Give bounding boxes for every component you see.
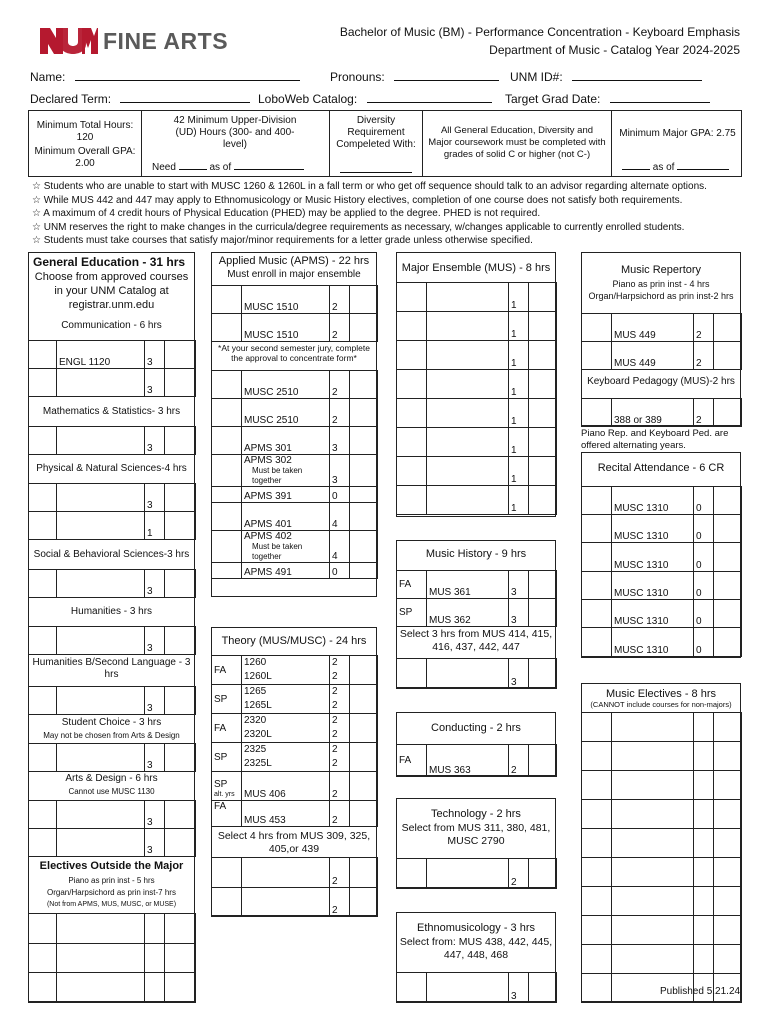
music-electives-sub: (CANNOT include courses for non-majors)	[590, 700, 732, 709]
humb-header: Humanities B/Second Language - 3 hrs	[32, 657, 191, 680]
table-cell: 3	[145, 369, 165, 397]
applied-table-1	[211, 285, 378, 342]
ethno-title: Ethnomusicology - 3 hrs	[417, 922, 535, 934]
repertory-title: Music Repertory	[620, 264, 702, 276]
table-cell: 3	[145, 687, 165, 715]
table-cell: APMS 391	[242, 487, 330, 503]
math-header: Mathematics & Statistics- 3 hrs	[42, 406, 181, 417]
table-cell: 2	[332, 758, 338, 769]
theory-table	[211, 655, 378, 827]
table-cell: 3	[145, 829, 165, 857]
table-cell: MUS 453	[242, 801, 330, 827]
target-grad-label: Target Grad Date:	[505, 92, 601, 106]
table-cell: 0	[694, 572, 714, 600]
table-cell: 3	[145, 570, 165, 598]
unm-id-label: UNM ID#:	[510, 70, 563, 84]
repertory-sub1: Piano as prin inst - 4 hrs	[612, 279, 710, 289]
arts-header: Arts & Design - 6 hrs	[65, 773, 158, 784]
table-cell: 2	[694, 342, 714, 370]
table-cell: MUSC 1510	[242, 314, 330, 342]
music-electives-table	[581, 712, 742, 1003]
loboweb-field[interactable]	[367, 102, 492, 103]
table-cell: 0	[694, 600, 714, 628]
note-item: ☆ While MUS 442 and 447 may apply to Ethnomusicology or Music History electives, completion of one course does not satisfy both requirements.	[32, 194, 683, 206]
table-cell: 388 or 389	[612, 399, 694, 427]
target-grad-field[interactable]	[610, 102, 710, 103]
ud-asof-field[interactable]	[234, 169, 304, 170]
table-cell: 0	[694, 515, 714, 543]
table-cell: 1	[509, 283, 529, 312]
min-gpa: Minimum Overall GPA: 2.00	[34, 146, 136, 169]
theory-title: Theory (MUS/MUSC) - 24 hrs	[221, 635, 367, 647]
electives-outside-note2: Organ/Harpsichord as prin inst-7 hrs	[47, 888, 176, 897]
applied-title: Applied Music (APMS) - 22 hrs	[218, 255, 370, 267]
table-cell: MUSC 1510	[242, 286, 330, 314]
pronouns-field[interactable]	[394, 80, 499, 81]
major-asof-label: as of	[652, 162, 675, 173]
jury-note: *At your second semester jury, complete the approval to concentrate form*	[218, 343, 370, 363]
table-cell: 2	[330, 801, 350, 827]
table-cell: MUSC 1310	[612, 600, 694, 628]
table-cell: 2	[330, 371, 350, 399]
technology-table	[396, 858, 557, 889]
technology-sub: Select from MUS 311, 380, 481, MUSC 2790	[401, 822, 551, 847]
table-cell: 1	[145, 512, 165, 540]
table-cell: MUS 362	[427, 599, 509, 627]
table-cell: 2	[332, 729, 338, 740]
table-cell: 2	[330, 772, 350, 801]
table-cell: 1	[509, 399, 529, 428]
name-label: Name:	[30, 70, 66, 84]
table-cell: MUSC 2510	[242, 371, 330, 399]
note-item: ☆ A maximum of 4 credit hours of Physical Education (PHED) may be applied to the degree. PHED is not required.	[32, 208, 541, 220]
student-choice-table	[28, 743, 196, 772]
student-choice-header: Student Choice - 3 hrs	[61, 717, 162, 728]
conducting-title: Conducting - 2 hrs	[431, 722, 521, 734]
table-cell: 1	[509, 341, 529, 370]
history-select-table	[396, 658, 557, 689]
table-cell: APMS 401	[242, 503, 330, 531]
communication-header: Communication - 6 hrs	[61, 320, 162, 331]
electives-outside-note3: (Not from APMS, MUS, MUSC, or MUSE)	[46, 901, 177, 908]
table-cell: MUSC 1310	[612, 487, 694, 515]
page-title: Bachelor of Music (BM) - Performance Concentration - Keyboard Emphasis	[339, 25, 740, 39]
recital-table	[581, 486, 742, 657]
published-date: Published 5.21.24	[660, 986, 741, 997]
major-gpa: Minimum Major GPA: 2.75	[619, 128, 736, 139]
table-cell: MUSC 1310	[612, 572, 694, 600]
table-cell: 1260	[244, 657, 267, 668]
table-cell: 2	[509, 859, 529, 889]
table-cell: 2320L	[244, 729, 272, 740]
table-cell: 0	[694, 543, 714, 572]
humanities-table	[28, 626, 196, 655]
table-cell: 4	[330, 531, 350, 563]
history-select: Select 3 hrs from MUS 414, 415, 416, 437, 442, 447	[399, 628, 553, 653]
unm-logo-icon	[38, 24, 98, 58]
table-cell: MUS 449	[612, 314, 694, 342]
history-table	[396, 570, 557, 627]
brand-name: FINE ARTS	[103, 28, 229, 54]
table-cell: 2	[332, 700, 338, 711]
ethno-sub: Select from: MUS 438, 442, 445, 447, 448, 468	[399, 936, 553, 961]
table-cell: 2	[330, 888, 350, 917]
applied-table-2	[211, 370, 378, 579]
table-cell: 3	[509, 571, 529, 599]
table-cell: 2	[330, 314, 350, 342]
table-cell: APMS 402	[244, 531, 292, 542]
social-table	[28, 569, 196, 598]
table-cell: 1265	[244, 686, 267, 697]
recital-title: Recital Attendance - 6 CR	[597, 462, 725, 474]
electives-outside-note1: Piano as prin inst - 5 hrs	[68, 876, 155, 885]
page-subtitle: Department of Music - Catalog Year 2024-2025	[489, 43, 740, 57]
notes-list	[32, 180, 752, 248]
table-cell: 2	[694, 399, 714, 427]
unm-id-field[interactable]	[572, 80, 702, 81]
table-cell: FA	[212, 656, 242, 685]
note-item: ☆ UNM reserves the right to make changes in the curricula/degree requirements as necessary, w/changes applicable to currently enrolled students.	[32, 221, 685, 233]
electives-outside-header: Electives Outside the Major	[39, 860, 184, 872]
table-cell: 2	[330, 399, 350, 427]
electives-outside-table	[28, 913, 196, 1003]
gened-title: General Education - 31 hrs	[33, 255, 186, 269]
table-cell: 2	[330, 286, 350, 314]
table-cell: 3	[145, 427, 165, 455]
table-cell: 2325	[244, 744, 267, 755]
table-cell: MUS 449	[612, 342, 694, 370]
table-cell: 0	[330, 487, 350, 503]
table-cell: Must be taken together	[252, 542, 303, 561]
repertory-alt-note: Piano Rep. and Keyboard Ped. are offered alternating years.	[581, 428, 729, 451]
major-asof-field[interactable]	[677, 169, 729, 170]
humb-table	[28, 686, 196, 715]
table-cell: 0	[330, 563, 350, 579]
table-cell: MUS 361	[427, 571, 509, 599]
table-cell: SP	[397, 599, 427, 627]
diversity-label: Diversity Requirement Compeleted With:	[336, 115, 416, 150]
table-cell: alt. yrs	[214, 791, 235, 798]
loboweb-label: LoboWeb Catalog:	[258, 92, 358, 106]
table-cell: 2	[509, 745, 529, 777]
theory-select: Select 4 hrs from MUS 309, 325, 405,or 439	[217, 830, 371, 855]
gened-sub: Choose from approved courses in your UNM Catalog at registrar.unm.edu	[34, 271, 189, 311]
table-cell: 1	[509, 428, 529, 457]
gened-note: All General Education, Diversity and Major coursework must be completed with grades of solid C or higher (not C-)	[428, 125, 606, 160]
table-cell: SP	[212, 685, 242, 714]
math-table	[28, 426, 196, 455]
pedagogy-table	[581, 398, 742, 427]
note-item: ☆ Students must take courses that satisfy major/minor requirements for a letter grade unless otherwise specified.	[32, 235, 533, 247]
table-cell: 2	[332, 657, 338, 668]
repertory-sub2: Organ/Harpsichord as prin inst-2 hrs	[588, 291, 734, 301]
table-cell: MUSC 1310	[612, 628, 694, 657]
ethno-table	[396, 972, 557, 1003]
table-cell: APMS 491	[242, 563, 330, 579]
table-cell: FA	[397, 571, 427, 599]
communication-table	[28, 340, 196, 397]
technology-title: Technology - 2 hrs	[431, 808, 521, 820]
arts-note: Cannot use MUSC 1130	[68, 787, 155, 796]
table-cell: 1	[509, 312, 529, 341]
pronouns-label: Pronouns:	[330, 70, 385, 84]
note-item: ☆ Students who are unable to start with MUSC 1260 & 1260L in a fall term or who get off sequence should talk to an advisor regarding alternate options.	[32, 181, 707, 192]
table-cell: 3	[330, 427, 350, 455]
physical-table	[28, 483, 196, 540]
table-cell: 0	[694, 487, 714, 515]
history-title: Music History - 9 hrs	[425, 548, 527, 560]
table-cell: 3	[145, 801, 165, 829]
table-cell: MUS 363	[427, 745, 509, 777]
declared-term-label: Declared Term:	[30, 92, 112, 106]
table-cell: 2325L	[244, 758, 272, 769]
table-cell: 3	[145, 484, 165, 512]
ud-need-label: Need	[152, 162, 176, 173]
physical-header: Physical & Natural Sciences-4 hrs	[36, 463, 187, 474]
table-cell: 0	[694, 628, 714, 657]
ud-need-field[interactable]	[179, 169, 207, 170]
student-choice-note: May not be chosen from Arts & Design	[43, 731, 180, 740]
humanities-header: Humanities - 3 hrs	[70, 606, 153, 617]
table-cell: FA	[397, 745, 427, 777]
logo	[38, 24, 98, 58]
table-cell: 2	[332, 671, 338, 682]
table-cell: ENGL 1120	[57, 341, 145, 369]
table-cell: 3	[509, 659, 529, 689]
table-cell: APMS 301	[242, 427, 330, 455]
table-cell: 3	[330, 455, 350, 487]
ensemble-title: Major Ensemble (MUS) - 8 hrs	[401, 262, 551, 274]
table-cell: FA	[212, 801, 242, 827]
table-cell: 3	[509, 599, 529, 627]
table-cell: 3	[145, 627, 165, 655]
table-cell: APMS 302	[244, 455, 292, 466]
table-cell: MUSC 2510	[242, 399, 330, 427]
pedagogy-title: Keyboard Pedagogy (MUS)-2 hrs	[587, 376, 735, 387]
table-cell: 4	[330, 503, 350, 531]
name-field[interactable]	[75, 80, 300, 81]
table-cell: MUSC 1310	[612, 543, 694, 572]
declared-term-field[interactable]	[120, 102, 250, 103]
music-electives-title: Music Electives - 8 hrs	[605, 688, 717, 700]
table-cell: MUS 406	[242, 772, 330, 801]
table-cell: 3	[509, 973, 529, 1003]
repertory-table	[581, 313, 742, 370]
table-cell: 1260L	[244, 671, 272, 682]
social-header: Social & Behavioral Sciences-3 hrs	[33, 549, 190, 560]
table-cell: 2	[694, 314, 714, 342]
theory-select-table	[211, 857, 378, 917]
table-cell: 3	[145, 341, 165, 369]
table-cell: 2320	[244, 715, 267, 726]
major-gpa-field[interactable]	[622, 169, 650, 170]
arts-table	[28, 800, 196, 857]
table-cell: MUSC 1310	[612, 515, 694, 543]
table-cell: 1	[509, 457, 529, 486]
table-cell: SP	[214, 779, 228, 790]
table-cell: 2	[332, 744, 338, 755]
table-cell: 1265L	[244, 700, 272, 711]
ud-title: 42 Minimum Upper-Division (UD) Hours (300- and 400-level)	[173, 115, 297, 150]
min-hours: Minimum Total Hours: 120	[36, 120, 134, 143]
table-cell: 3	[145, 744, 165, 772]
table-cell: FA	[212, 714, 242, 743]
conducting-table	[396, 744, 557, 777]
applied-sub: Must enroll in major ensemble	[227, 269, 361, 280]
table-cell: 2	[330, 858, 350, 888]
table-cell: 2	[332, 686, 338, 697]
table-cell: SP	[212, 743, 242, 772]
diversity-field[interactable]	[340, 172, 412, 173]
ud-asof-label: as of	[209, 162, 232, 173]
table-cell: 2	[332, 715, 338, 726]
table-cell: 1	[509, 486, 529, 515]
table-cell: 1	[509, 370, 529, 399]
ensemble-table	[396, 282, 557, 515]
table-cell: Must be taken together	[252, 466, 303, 485]
